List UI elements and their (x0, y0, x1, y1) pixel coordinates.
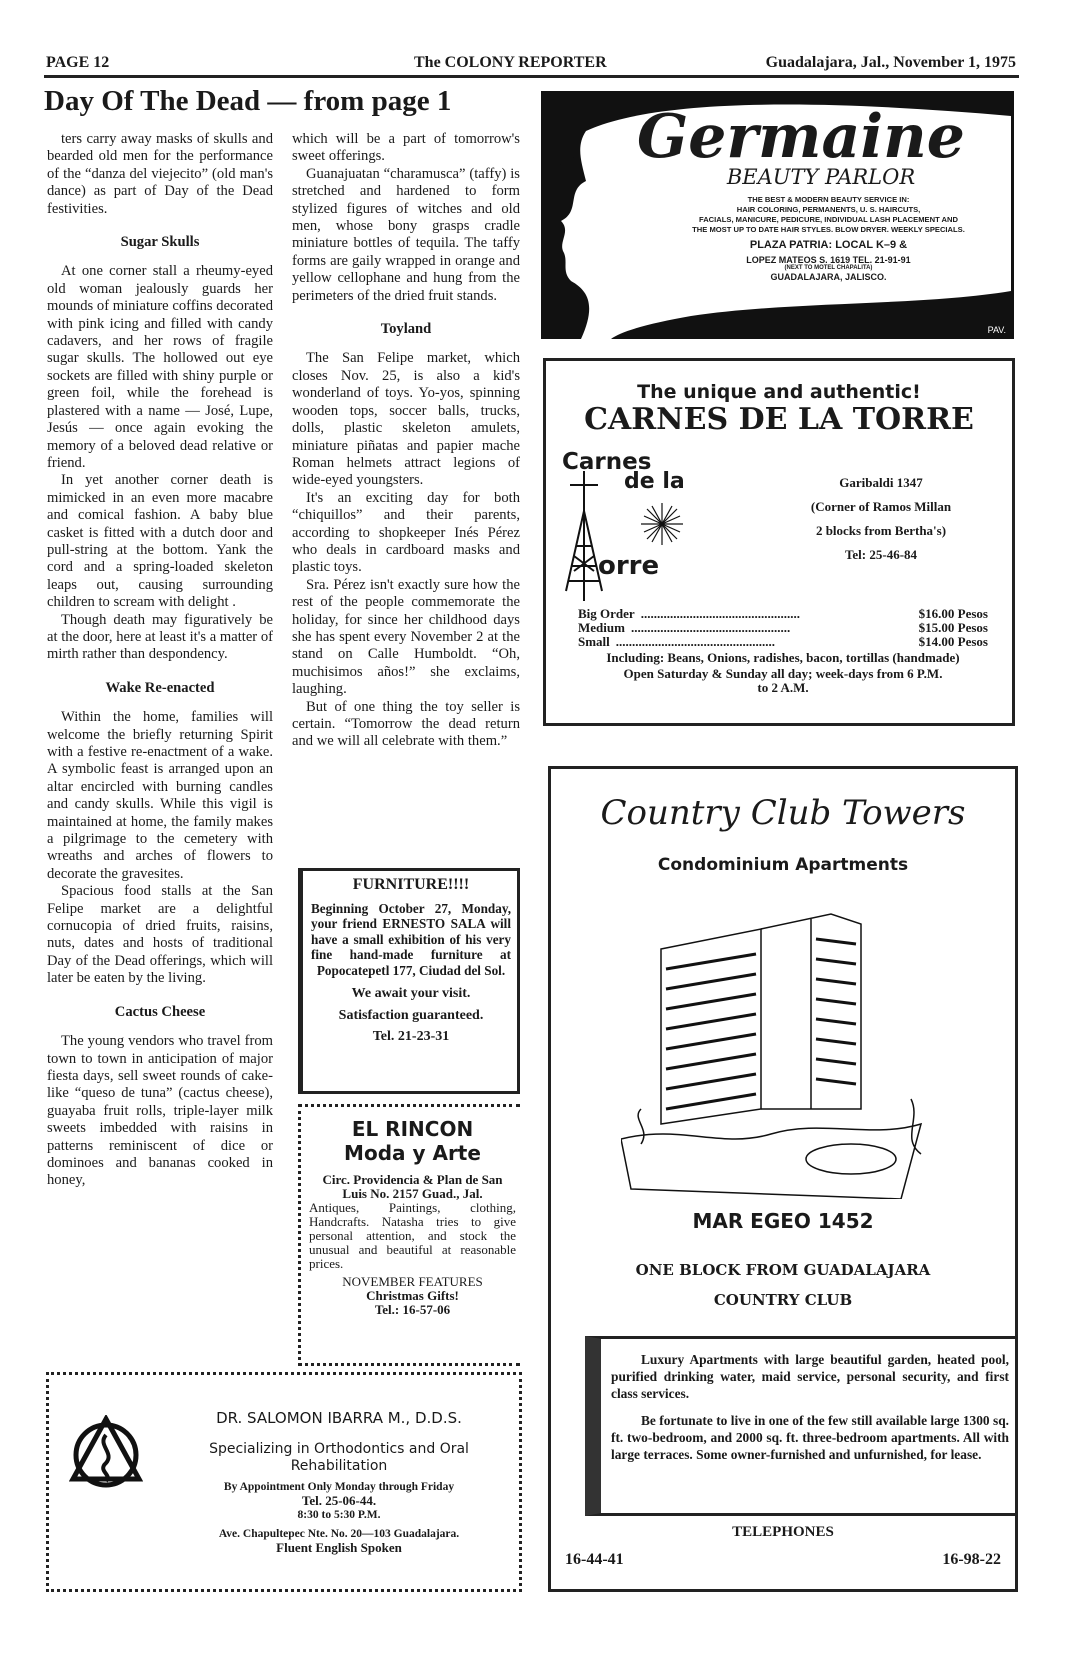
price-value: $15.00 Pesos (918, 620, 988, 635)
address-line: LOPEZ MATEOS S. 1619 TEL. 21-91-91 (746, 255, 911, 265)
carnes-title: CARNES DE LA TORRE (584, 402, 974, 437)
telephone-2: 16-98-22 (942, 1551, 1001, 1568)
dentist-english: Fluent English Spoken (276, 1540, 402, 1555)
article-paragraph: In yet another corner death is mimicked in an even more macabre and comical fashion. A baby blue casket is fitted with a dutch door and pull-string at the bottom. Yank the cord and a spring-loaded skeleton leaps out, causing surrounding children to scream with delight . (47, 472, 273, 611)
article-column-1 (47, 131, 273, 1190)
dentist-appointment: By Appointment Only Monday through Friday (223, 1481, 455, 1493)
tower-and-flower-icon (562, 471, 712, 601)
subheading: Toyland (380, 321, 432, 338)
service-line: THE MOST UP TO DATE HAIR STYLES. BLOW DRYER. WEEKLY SPECIALS. (692, 225, 965, 234)
logo-text: de la (624, 469, 685, 494)
dentist-specialty: Specializing in Orthodontics and Oral Rehabilitation (209, 1441, 469, 1474)
country-club-subtitle: Condominium Apartments (657, 855, 909, 875)
dentist-phone: Tel. 25-06-44. (301, 1493, 377, 1508)
carnes-prices (578, 607, 988, 695)
furniture-body: Beginning October 27, Monday, your friend ERNESTO SALA will have a small exhibition of his very fine hand-made furniture at Popocatepetl 177, Ciudad del Sol. (311, 900, 511, 978)
price-item: Small (578, 634, 610, 649)
service-line: FACIALS, MANICURE, PEDICURE, INDIVIDUAL LASH PLACEMENT AND (698, 215, 959, 224)
price-item: Medium (578, 620, 625, 635)
germaine-services (651, 195, 1006, 282)
dentist-details (159, 1481, 519, 1554)
el-rincon-ad (298, 1104, 520, 1366)
rincon-body: Antiques, Paintings, clothing, Handcrafts. Natasha tries to give personal attention, and stock the unusual and beautiful at reasonable prices. (309, 1200, 516, 1271)
country-club-ad (548, 766, 1018, 1592)
service-line: HAIR COLORING, PERMANENTS, U. S. HAIRCUTS, (736, 205, 921, 214)
description-paragraph: Luxury Apartments with large beautiful garden, heated pool, purified drinking water, maid service, personal security, and first class services. (611, 1352, 1009, 1401)
article-paragraph: Guanajuatan “charamusca” (taffy) is stretched and hardened to form stylized figures of witches and old men, whose bony grasps cradle miniature bottles of tequila. The taffy forms are gaily wrapped in orange and yellow cellophane and hung from the perimeters of the dried fruit stands. (292, 165, 520, 304)
rincon-phone: Tel.: 16-57-06 (374, 1302, 451, 1317)
article-paragraph: At one corner stall a rheumy-eyed old woman jealously guards her mounds of miniature coffins decorated with pink icing and filled with candy cadavers, and her rows of fragile sugar skulls. The hollowed out eye sockets are filled with shiny purple or green foil, while the forehead is plastered with a name — José, Lupe, Jesús — once again evoking the memory of a beloved dead relative or friend. (47, 263, 273, 471)
rincon-features-gift: Christmas Gifts! (366, 1288, 459, 1303)
article-paragraph: Though death may figuratively be at the door, here at least it's a matter of mirth rather than despondency. (47, 611, 273, 663)
price-row: Small ................................................. $14.00 Pesos (578, 634, 988, 649)
address-line: (NEXT TO MOTEL CHAPALITA) (784, 265, 873, 271)
article-paragraph: Sra. Pérez isn't exactly sure how the rest of the people commemorate the holiday, for since her childhood days she has spent every November 2 at the stand on Calle Humboldt. “Oh, muchisimos años!” she exclaims, laughing. (292, 576, 520, 698)
carnes-tagline: The unique and authentic! (637, 381, 921, 403)
rincon-address: Circ. Providencia & Plan de San Luis No. 2157 Guad., Jal. (322, 1172, 503, 1201)
article-paragraph: Spacious food stalls at the San Felipe market are a delightful cornucopia of dried fruits, raisins, nuts, dates and hosts of traditional Day of the Dead offerings, which will later be eaten by the living. (47, 883, 273, 987)
price-row: Big Order ................................................. $16.00 Pesos (578, 606, 988, 621)
carnes-including: Including: Beans, Onions, radishes, bacon, tortillas (handmade) (606, 650, 960, 665)
article-paragraph: The San Felipe market, which closes Nov. 25, is also a kid's wonderland of toys. Yo-yos, spinning wooden tops, soccer balls, trucks, dolls, plastic skeleton amulets, miniature piñatas and papier mache Roman helmets attract legions of wide-eyed youngsters. (292, 350, 520, 489)
furniture-phone: Tel. 21-23-31 (372, 1029, 450, 1044)
address-line: 2 blocks from Bertha's) (815, 523, 947, 538)
address-line: (Corner of Ramos Millan (810, 499, 952, 514)
dentist-hours: 8:30 to 5:30 P.M. (297, 1509, 381, 1521)
location-note (551, 1255, 1015, 1315)
dental-caduceus-icon (69, 1415, 143, 1489)
germaine-logo: Germaine (637, 102, 965, 172)
service-line: THE BEST & MODERN BEAUTY SERVICE IN: (747, 195, 910, 204)
header-rule (44, 75, 1019, 78)
article-paragraph: which will be a part of tomorrow's sweet offerings. (292, 131, 520, 165)
page-number: PAGE 12 (46, 54, 110, 71)
address-line: GUADALAJARA, JALISCO. (770, 272, 887, 282)
carnes-address (761, 471, 1001, 567)
dentist-address: Ave. Chapultepec Nte. No. 20—103 Guadalajara. (218, 1528, 460, 1540)
subheading: Cactus Cheese (114, 1003, 206, 1020)
country-club-title: Country Club Towers (600, 793, 966, 833)
address: MAR EGEO 1452 (692, 1209, 874, 1233)
dateline: Guadalajara, Jal., November 1, 1975 (765, 54, 1016, 71)
article-paragraph: ters carry away masks of skulls and bearded old men for the performance of the “danza del viejecito” (old man's dance) as part of Day of the Dead festivities. (47, 131, 273, 217)
description-box (585, 1336, 1015, 1516)
dentist-ad (46, 1372, 522, 1592)
furniture-ad (298, 868, 520, 1094)
germaine-subtitle: BEAUTY PARLOR (726, 165, 916, 189)
rincon-title: EL RINCON (351, 1117, 474, 1141)
carnes-hours: Open Saturday & Sunday all day; week-days from 6 P.M. to 2 A.M. (623, 666, 943, 695)
article-paragraph: It's an exciting day for both “chiquillos” and their parents, according to shopkeeper Inés Pérez who deals in cardboard masks and plastic toys. (292, 489, 520, 576)
furniture-line: Satisfaction guaranteed. (338, 1007, 484, 1023)
location-line: COUNTRY CLUB (713, 1291, 853, 1309)
price-value: $14.00 Pesos (918, 634, 988, 649)
dentist-name: DR. SALOMON IBARRA M., D.D.S. (216, 1409, 462, 1427)
furniture-title: FURNITURE!!!! (352, 876, 470, 893)
rincon-features: NOVEMBER FEATURES (342, 1274, 483, 1289)
carnes-ad (543, 358, 1015, 726)
paper-name: The COLONY REPORTER (414, 54, 607, 71)
address-line: PLAZA PATRIA: LOCAL K–9 & (749, 239, 908, 251)
artist-signature: PAV. (987, 325, 1006, 335)
price-value: $16.00 Pesos (918, 606, 988, 621)
carnes-logo (562, 451, 712, 601)
rincon-subtitle: Moda y Arte (344, 1141, 481, 1165)
article-paragraph: Within the home, families will welcome the briefly returning Spirit with a festive re-enactment of a wake. A symbolic feast is arranged upon an altar encircled with burning candles and candy skulls. While this vigil is maintained at home, the family makes a pilgrimage to the cemetery with wreaths and arches of flowers to decorate the gravesites. (47, 709, 273, 882)
price-row: Medium ................................................. $15.00 Pesos (578, 620, 988, 635)
location-line: ONE BLOCK FROM GUADALAJARA (635, 1261, 931, 1279)
telephones-label: TELEPHONES (732, 1524, 834, 1540)
article-column-2 (292, 131, 520, 751)
article-title: Day Of The Dead — from page 1 (44, 85, 452, 117)
telephone-1: 16-44-41 (565, 1551, 624, 1568)
germaine-ad (541, 91, 1014, 339)
building-illustration (621, 909, 941, 1199)
subheading: Wake Re-enacted (105, 679, 215, 696)
article-paragraph: The young vendors who travel from town to town in anticipation of major fiesta days, sell sweet rounds of cake-like “queso de tuna” (cactus cheese), guayaba fruit rolls, triple-layer milk sweets imbedded with raisins in patterns reminiscent of dice or dominoes and bananas cooked in honey, (47, 1033, 273, 1189)
address-line: Garibaldi 1347 (839, 475, 923, 490)
price-item: Big Order (578, 606, 635, 621)
address-line: Tel: 25-46-84 (844, 547, 918, 562)
description-paragraph: Be fortunate to live in one of the few still available large 1300 sq. ft. two-bedroom, and 2000 sq. ft. three-bedroom apartments. All with large terraces. Some owner-furnished and unfurnished, for lease. (611, 1413, 1009, 1462)
logo-text: Carnes (562, 449, 652, 475)
subheading: Sugar Skulls (120, 234, 200, 251)
article-paragraph: But of one thing the toy seller is certain. “Tomorrow the dead return and we will all celebrate with them.” (292, 698, 520, 750)
furniture-line: We await your visit. (351, 986, 471, 1001)
logo-text: orre (598, 551, 660, 581)
